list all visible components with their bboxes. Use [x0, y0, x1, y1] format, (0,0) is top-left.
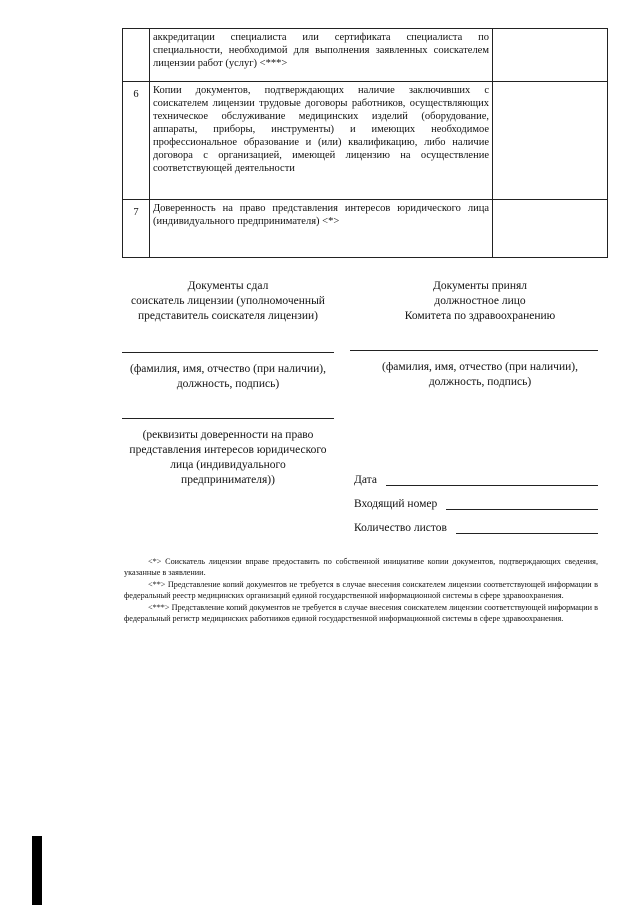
caption-line: (фамилия, имя, отчество (при наличии),: [130, 363, 326, 375]
caption-line: лица (индивидуального: [170, 459, 286, 471]
row-number: 7: [123, 200, 150, 258]
accepted-by-block: [362, 279, 598, 324]
sheet-count-field: [354, 522, 447, 534]
date-input-line[interactable]: [386, 485, 598, 486]
submitted-signature-line: [122, 352, 334, 353]
row-mark-cell: [493, 29, 608, 82]
row-description: Доверенность на право представления интересов юридического лица (индивидуального предпринимателя) <*>: [150, 200, 493, 258]
table-row: [123, 200, 608, 258]
row-description: аккредитации специалиста или сертификата специалиста по специальности, необходимой для выполнения заявленных соискателем лицензии работ (услуг) <***>: [150, 29, 493, 82]
incoming-number-label: Входящий номер: [354, 498, 438, 510]
table-row: [123, 82, 608, 200]
incoming-number-field: [354, 498, 437, 510]
caption-line: (фамилия, имя, отчество (при наличии),: [382, 361, 578, 373]
caption-line: (реквизиты доверенности на право: [142, 429, 314, 441]
caption-line: предпринимателя)): [181, 474, 275, 486]
caption-line: должность, подпись): [428, 376, 532, 388]
accepted-signature-line: [350, 350, 598, 351]
footnote: <***> Представление копий документов не требуется в случае внесения соискателем лицензии соответствующей информации в федеральный регистр медицинских работников единой государственной информационной системы в сфере здравоохранения.: [124, 603, 598, 623]
incoming-number-input-line[interactable]: [446, 509, 598, 510]
row-mark-cell: [493, 82, 608, 200]
footnote: <*> Соискатель лицензии вправе предоставить по собственной инициативе копии документов, подтверждающих сведения, указанные в заявлении.: [124, 557, 598, 577]
footnote: <**> Представление копий документов не требуется в случае внесения соискателем лицензии соответствующей информации в федеральный реестр медицинских организаций единой государственной информационной системы в сфере здравоохранения.: [124, 580, 598, 600]
proxy-caption: [112, 428, 344, 488]
submitted-by-block: [112, 279, 344, 324]
caption-line: должность, подпись): [176, 378, 280, 390]
row-number: 6: [123, 82, 150, 200]
submitted-role: соискатель лицензии (уполномоченный: [131, 295, 325, 307]
row-description: Копии документов, подтверждающих наличие заключивших с соискателем лицензии трудовые договоры работников, осуществляющих техническое обслуживание медицинских изделий (оборудование, аппараты, приборы, инструменты) и имеющих необходимое профессиональное образование и (или) квалификацию, либо наличие договора с организацией, имеющей лицензию на осуществление соответствующей деятельности: [150, 82, 493, 200]
scan-edge-mark: [32, 836, 42, 905]
caption-line: представления интересов юридического: [129, 444, 327, 456]
documents-table: [122, 28, 608, 258]
table-row: [123, 29, 608, 82]
accepted-title: Документы принял: [432, 280, 528, 292]
date-field: [354, 474, 377, 486]
accepted-signature-caption: [362, 360, 598, 390]
submitted-role-cont: представитель соискателя лицензии): [137, 310, 318, 322]
row-mark-cell: [493, 200, 608, 258]
accepted-org: Комитета по здравоохранению: [404, 310, 556, 322]
submitted-title: Документы сдал: [187, 280, 269, 292]
row-number: [123, 29, 150, 82]
sheet-count-label: Количество листов: [354, 522, 447, 534]
proxy-details-line: [122, 418, 334, 419]
accepted-role: должностное лицо: [434, 295, 526, 307]
date-label: Дата: [354, 474, 377, 486]
submitted-signature-caption: [112, 362, 344, 392]
footnotes: [124, 556, 598, 625]
sheet-count-input-line[interactable]: [456, 533, 598, 534]
